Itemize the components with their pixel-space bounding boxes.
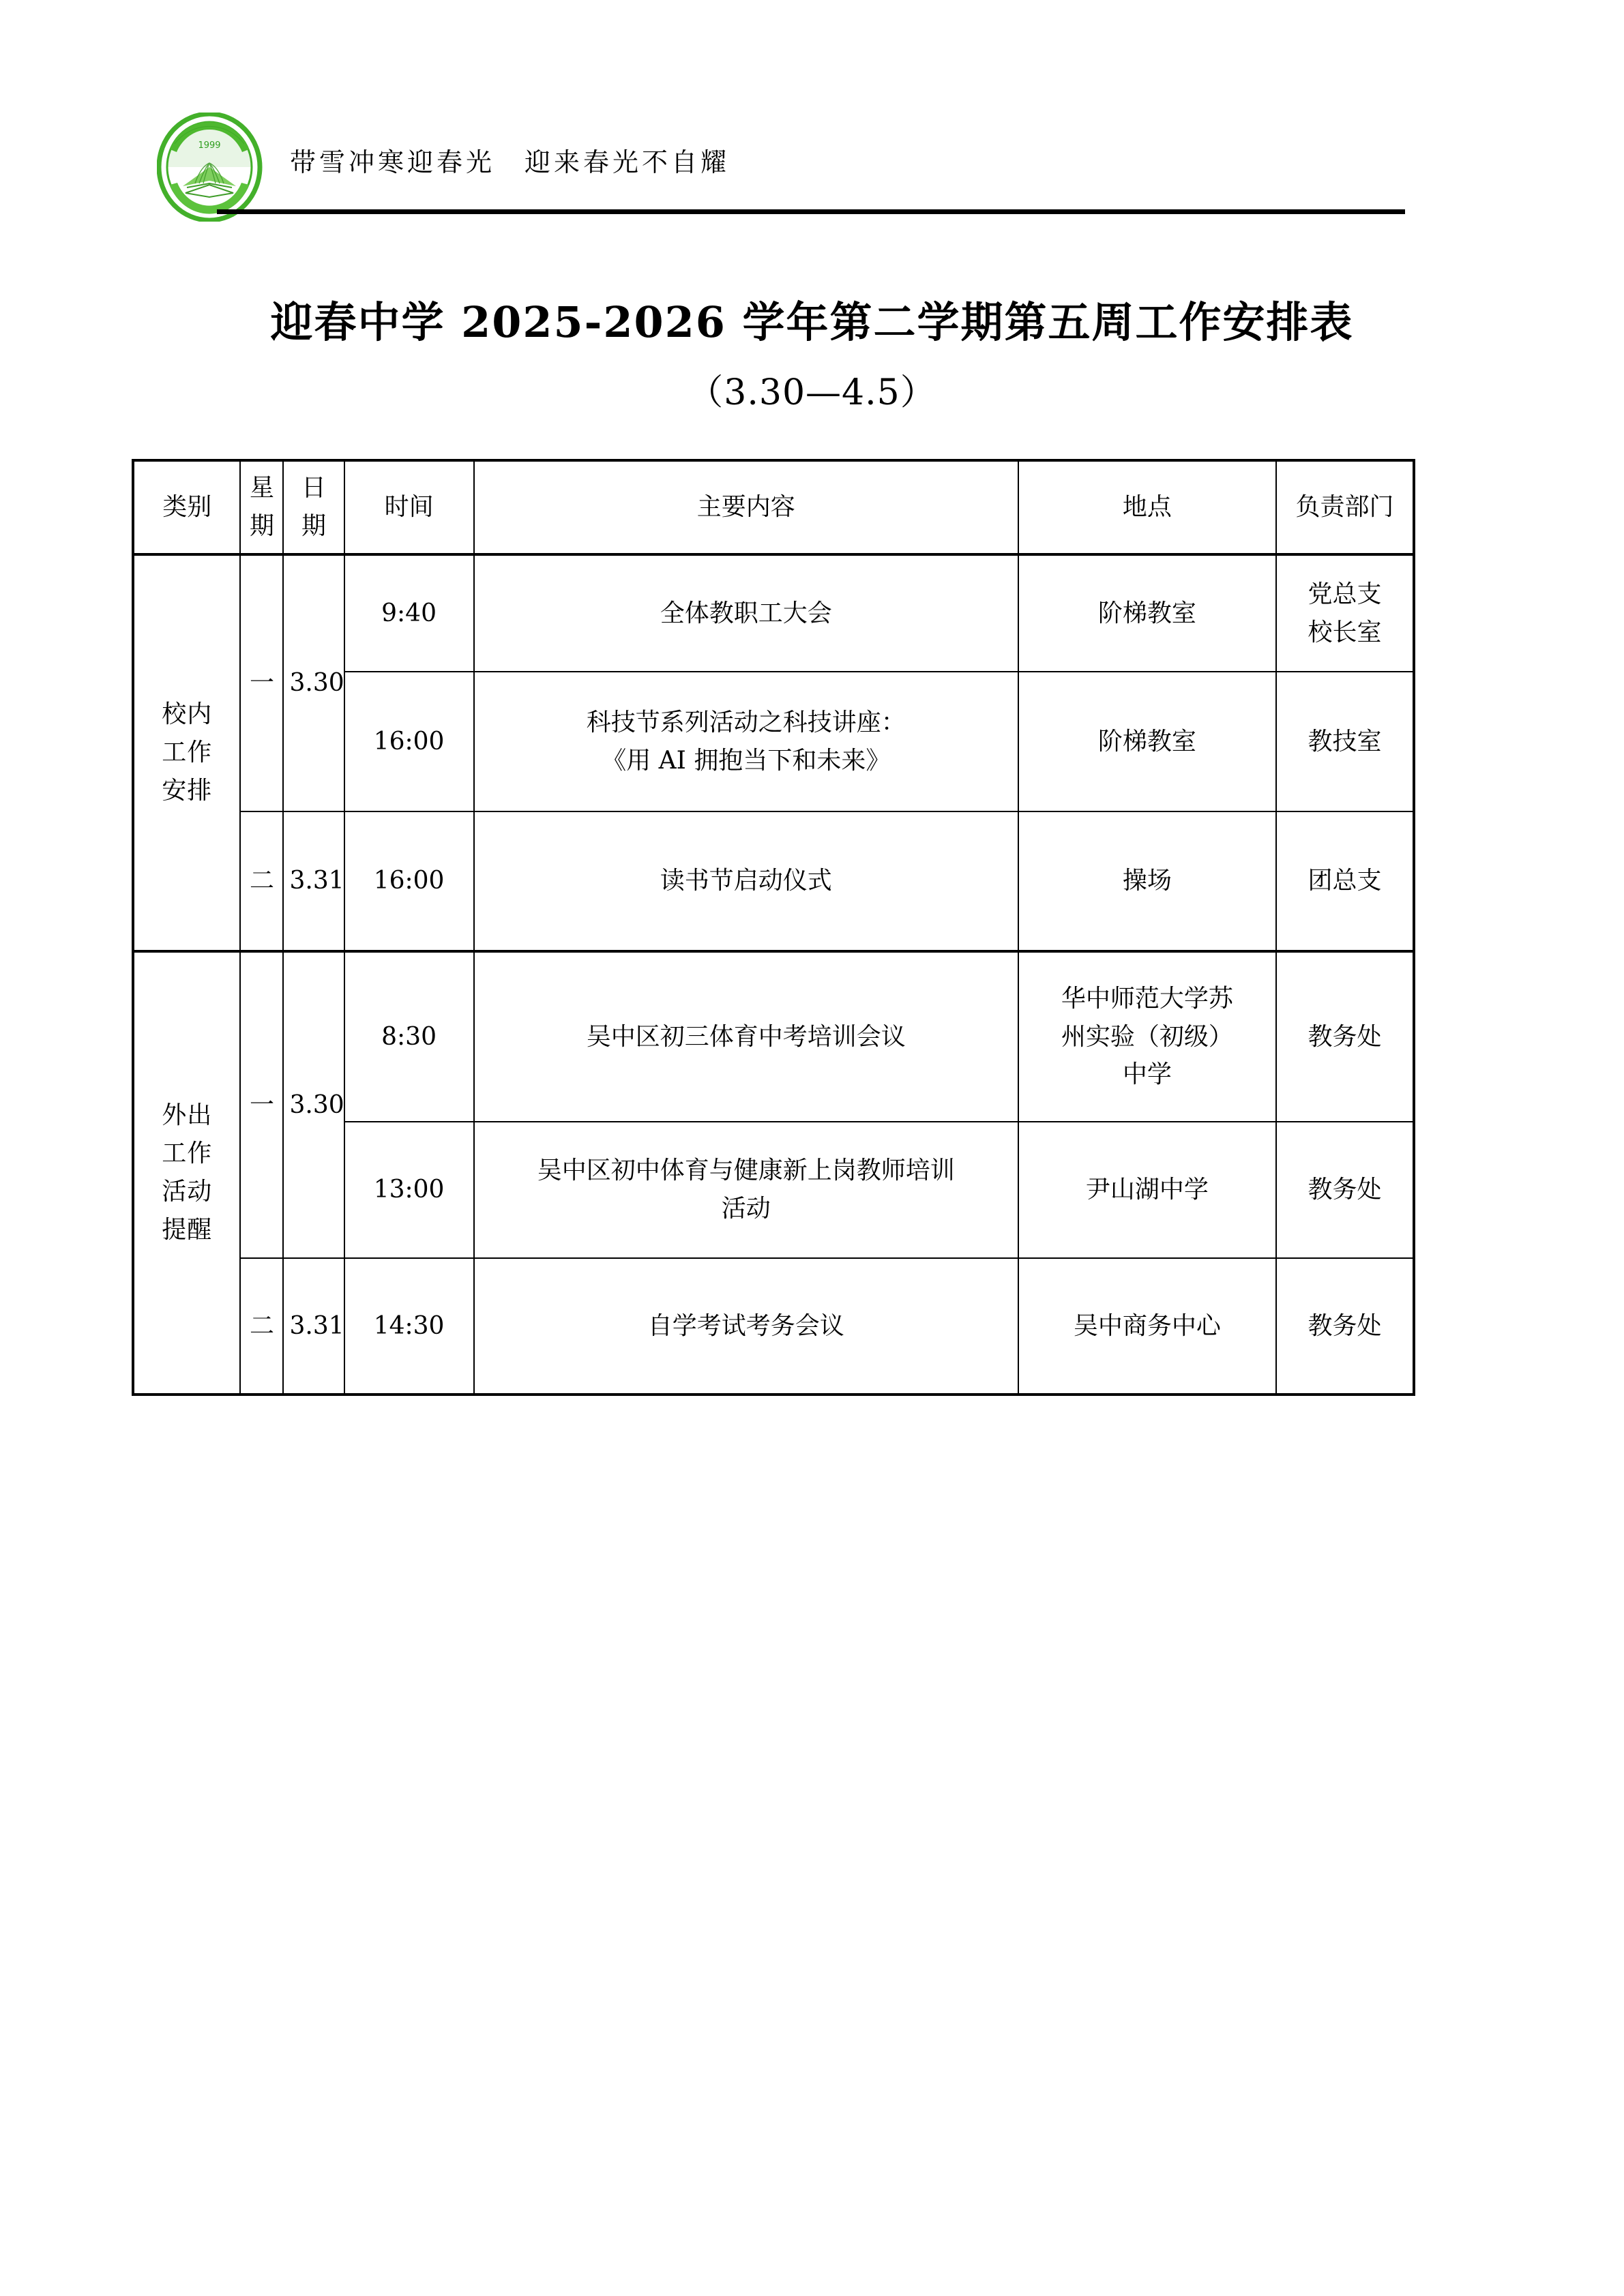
topic-cell-line: 全体教职工大会 <box>660 599 832 627</box>
dept-cell-line: 党总支 <box>1308 580 1382 608</box>
column-header-weekday: 星期 <box>240 460 283 554</box>
dept-cell-line: 教务处 <box>1308 1176 1382 1204</box>
table-row <box>133 951 1414 1122</box>
place-cell-line: 吴中商务中心 <box>1073 1311 1221 1340</box>
column-header-dept: 负责部门 <box>1276 460 1414 554</box>
time-cell <box>344 554 474 672</box>
topic-cell <box>474 1122 1018 1258</box>
place-cell-line: 阶梯教室 <box>1097 727 1196 756</box>
dept-cell <box>1276 811 1414 951</box>
topic-cell <box>474 811 1018 951</box>
date-cell: 3.31 <box>283 1258 344 1395</box>
school-motto: 带雪冲寒迎春光 迎来春光不自耀 <box>290 147 730 177</box>
time-cell-line: 9:40 <box>381 599 437 627</box>
place-cell <box>1018 672 1276 811</box>
category-label-line: 工作 <box>162 1139 213 1168</box>
table-row <box>133 811 1414 951</box>
time-cell <box>344 1122 474 1258</box>
emblem-year-label: 1999 <box>198 140 221 151</box>
category-label-line: 外出 <box>162 1101 213 1130</box>
topic-cell-line: 活动 <box>721 1195 771 1223</box>
topic-cell-line: 吴中区初中体育与健康新上岗教师培训 <box>537 1157 955 1185</box>
category-label-line: 安排 <box>162 776 213 805</box>
time-cell <box>344 672 474 811</box>
category-label-line: 活动 <box>162 1178 213 1206</box>
topic-cell <box>474 554 1018 672</box>
place-cell <box>1018 1258 1276 1395</box>
time-cell-line: 16:00 <box>373 727 445 756</box>
place-cell <box>1018 811 1276 951</box>
date-cell: 3.30 <box>283 951 344 1258</box>
page-title: 迎春中学 2025-2026 学年第二学期第五周工作安排表 <box>270 297 1354 347</box>
date-cell: 3.31 <box>283 811 344 951</box>
place-cell-line: 州实验（初级） <box>1061 1022 1233 1051</box>
category-label-line: 校内 <box>162 700 213 729</box>
topic-cell <box>474 672 1018 811</box>
topic-cell-line: 吴中区初三体育中考培训会议 <box>586 1022 906 1051</box>
column-header-category: 类别 <box>133 460 240 554</box>
column-header-place: 地点 <box>1018 460 1276 554</box>
dept-cell <box>1276 554 1414 672</box>
letterhead-divider <box>217 209 1405 214</box>
time-cell-line: 16:00 <box>373 867 445 895</box>
dept-cell <box>1276 951 1414 1122</box>
time-cell-line: 14:30 <box>373 1311 445 1340</box>
letterhead <box>157 113 1419 222</box>
place-cell-line: 操场 <box>1122 867 1172 895</box>
place-cell <box>1018 1122 1276 1258</box>
place-cell <box>1018 951 1276 1122</box>
time-cell-line: 13:00 <box>373 1176 445 1204</box>
dept-cell-line: 教务处 <box>1308 1311 1382 1340</box>
time-cell-line: 8:30 <box>381 1022 437 1051</box>
schedule-table-container <box>132 459 1415 1396</box>
table-header-row <box>133 460 1414 554</box>
page-subtitle: （3.30—4.5） <box>688 372 936 413</box>
dept-cell <box>1276 1122 1414 1258</box>
topic-cell-line: 读书节启动仪式 <box>660 867 832 895</box>
time-cell <box>344 1258 474 1395</box>
column-header-time: 时间 <box>344 460 474 554</box>
dept-cell <box>1276 1258 1414 1395</box>
weekly-schedule-table <box>132 459 1415 1396</box>
place-cell-line: 阶梯教室 <box>1097 599 1196 627</box>
topic-cell-line: 自学考试考务会议 <box>647 1311 844 1340</box>
place-cell <box>1018 554 1276 672</box>
table-row <box>133 554 1414 672</box>
column-header-topic: 主要内容 <box>474 460 1018 554</box>
category-label-line: 提醒 <box>162 1215 213 1244</box>
place-cell-line: 尹山湖中学 <box>1085 1176 1209 1204</box>
table-body <box>133 554 1414 1395</box>
place-cell-line: 华中师范大学苏 <box>1061 984 1233 1013</box>
table-row <box>133 1258 1414 1395</box>
time-cell <box>344 951 474 1122</box>
dept-cell-line: 团总支 <box>1308 867 1382 895</box>
category-cell <box>133 951 240 1395</box>
topic-cell <box>474 1258 1018 1395</box>
dept-cell <box>1276 672 1414 811</box>
weekday-cell: 二 <box>240 1258 283 1395</box>
topic-cell-line: 《用 AI 拥抱当下和未来》 <box>602 746 891 775</box>
topic-cell-line: 科技节系列活动之科技讲座： <box>586 708 906 736</box>
date-cell: 3.30 <box>283 554 344 811</box>
dept-cell-line: 教技室 <box>1308 727 1382 756</box>
weekday-cell: 二 <box>240 811 283 951</box>
column-header-date: 日期 <box>283 460 344 554</box>
school-emblem-icon <box>157 113 263 222</box>
dept-cell-line: 校长室 <box>1308 618 1382 646</box>
category-cell <box>133 554 240 951</box>
weekday-cell: 一 <box>240 951 283 1258</box>
time-cell <box>344 811 474 951</box>
dept-cell-line: 教务处 <box>1308 1022 1382 1051</box>
topic-cell <box>474 951 1018 1122</box>
weekday-cell: 一 <box>240 554 283 811</box>
category-label-line: 工作 <box>162 739 213 767</box>
place-cell-line: 中学 <box>1122 1060 1172 1089</box>
